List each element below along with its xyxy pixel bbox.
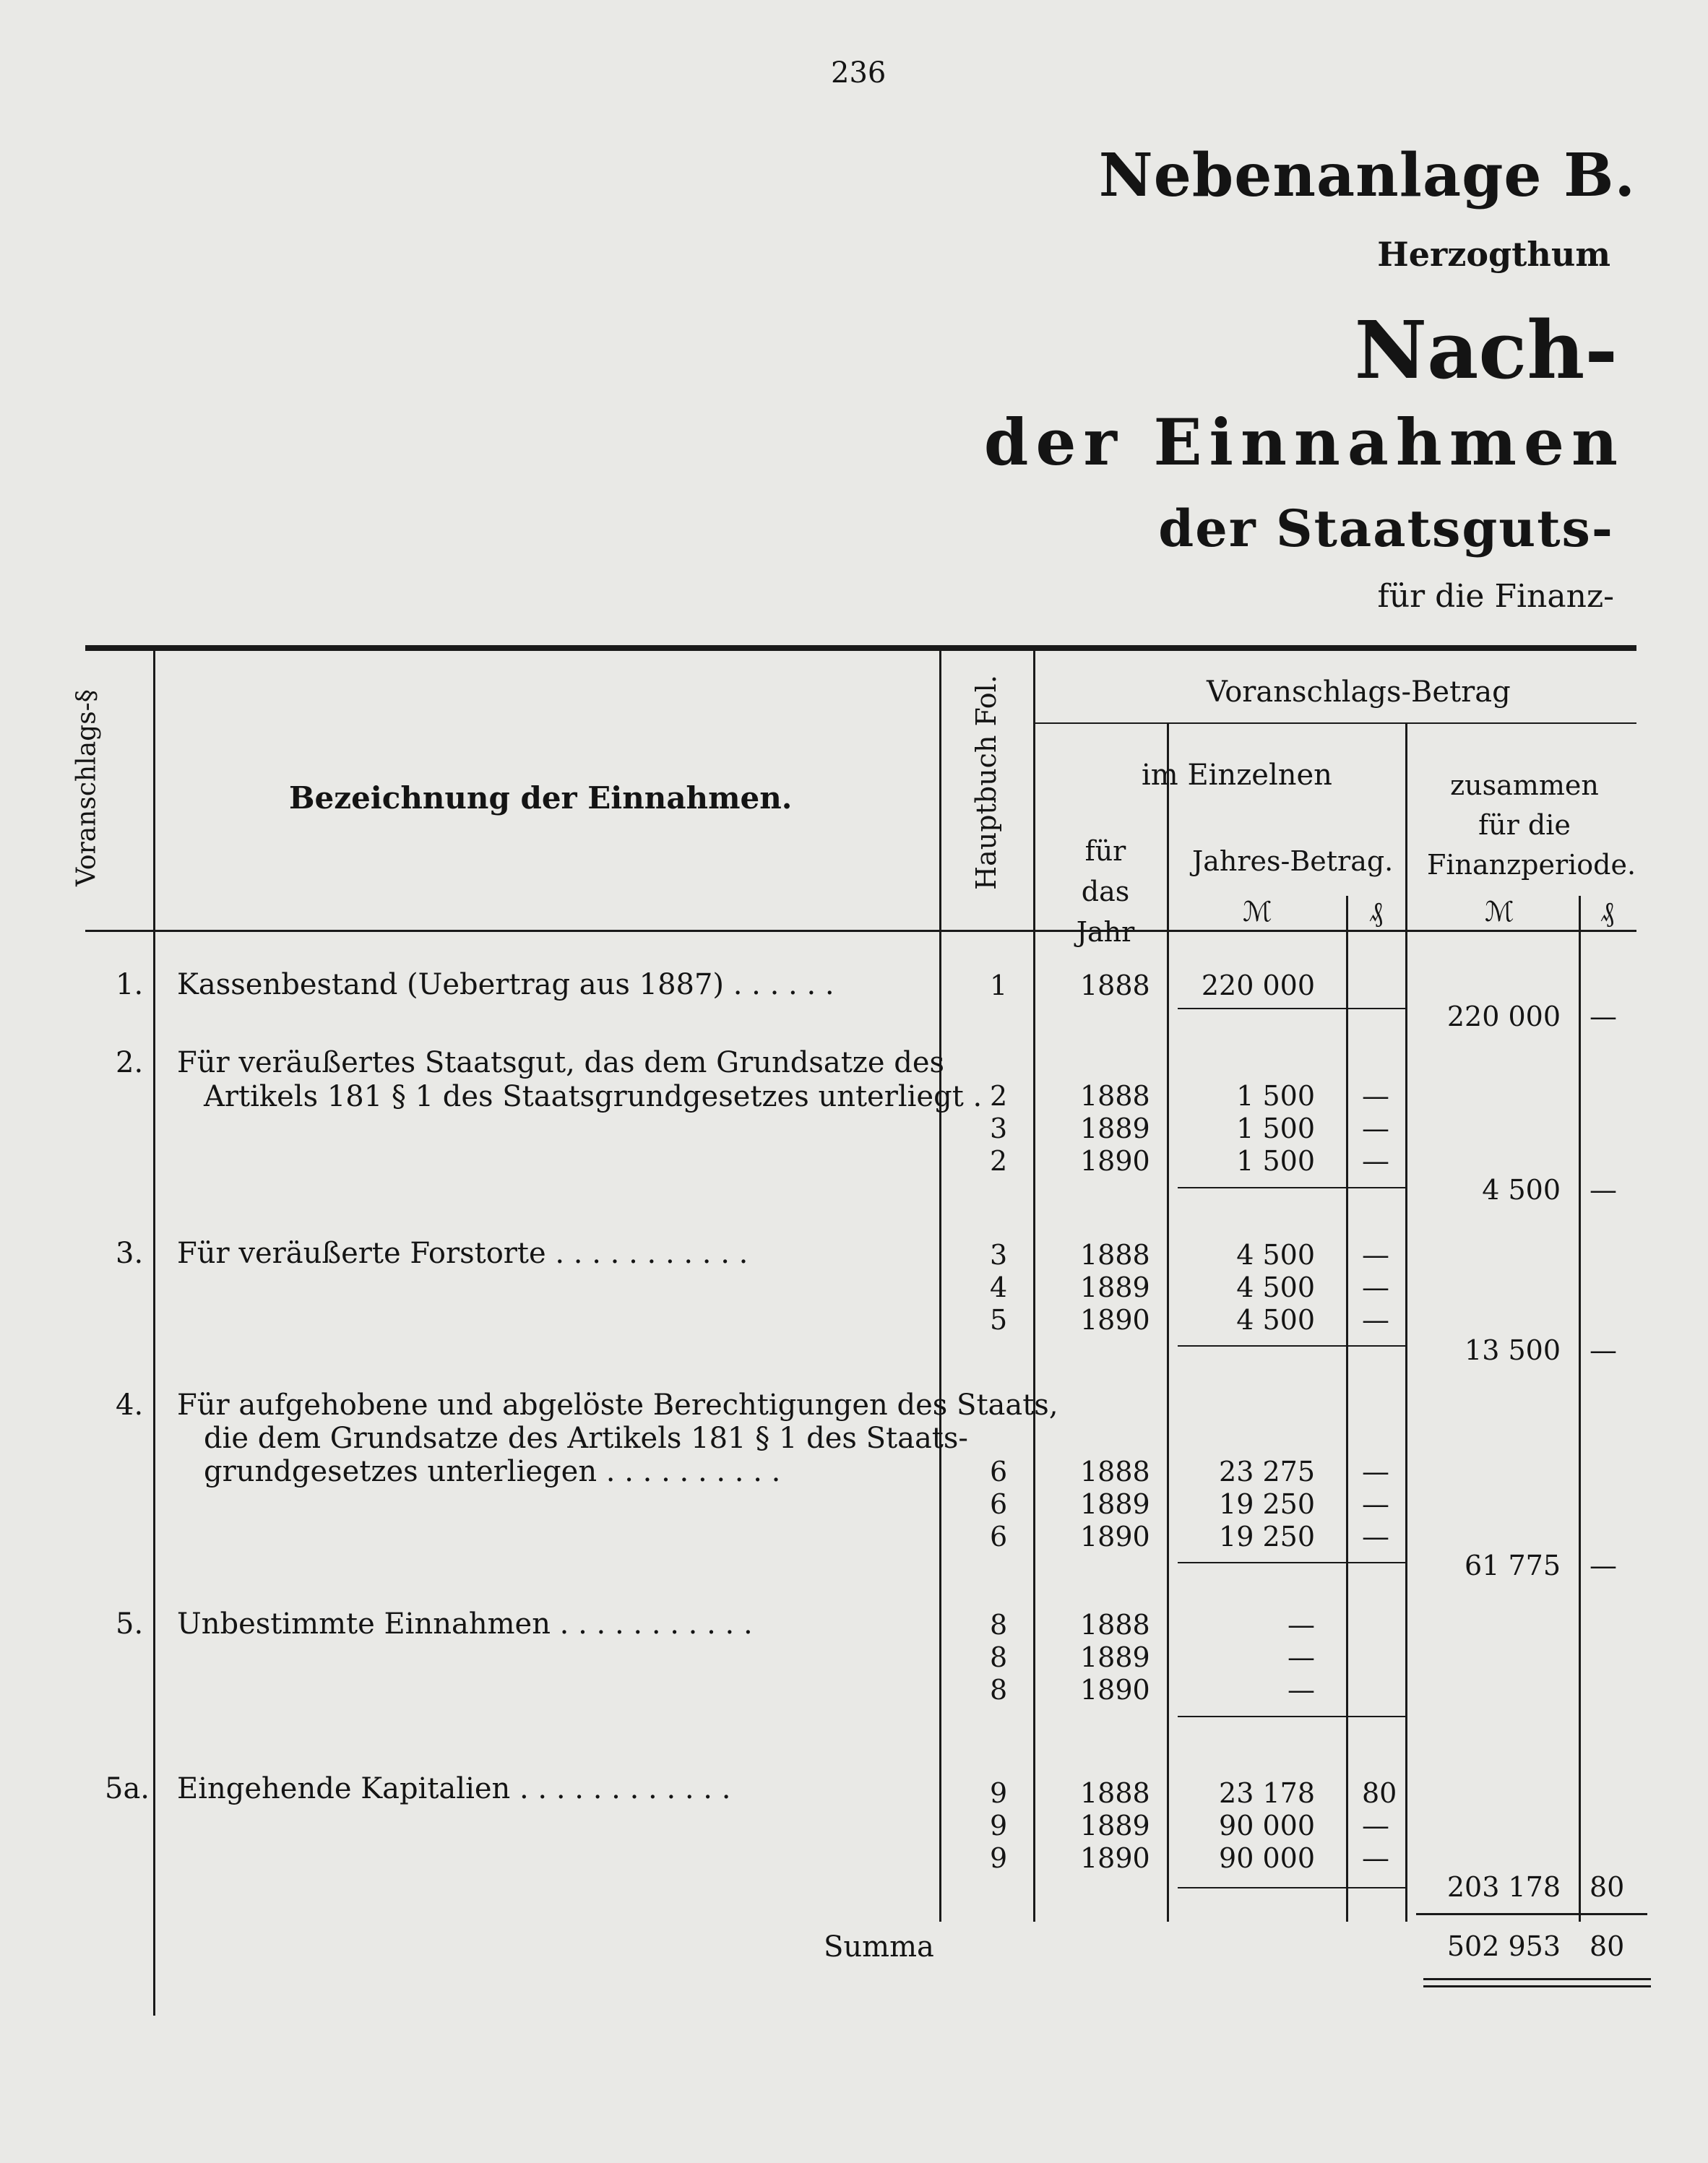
summa-double-rule-2	[1423, 1985, 1651, 1987]
appendix-title: Nebenanlage B.	[1098, 141, 1636, 210]
year: 1889	[1080, 1641, 1150, 1673]
col-header-voranschlag-betrag: Voranschlags-Betrag	[1207, 675, 1511, 709]
hauptbuch-fol: 9	[990, 1777, 1008, 1809]
year: 1890	[1080, 1842, 1150, 1874]
annual-amount-pf: —	[1362, 1842, 1389, 1874]
period-total: 220 000	[1446, 1001, 1561, 1032]
col-line-6	[1405, 722, 1407, 1922]
hauptbuch-fol: 6	[990, 1521, 1008, 1553]
year: 1890	[1080, 1304, 1150, 1336]
col-header-hauptbuch: Hauptbuch Fol.	[970, 675, 1002, 890]
annual-amount: —	[1288, 1674, 1315, 1706]
subtotal-rule	[1178, 1562, 1405, 1563]
annual-amount-pf: —	[1362, 1456, 1389, 1488]
col-header-im-einzelnen: im Einzelnen	[1142, 759, 1332, 792]
annual-amount: 4 500	[1236, 1272, 1315, 1303]
annual-amount-pf: —	[1362, 1239, 1389, 1271]
item-description: Kassenbestand (Uebertrag aus 1887) . . . . . .	[177, 968, 834, 1001]
annual-amount: 19 250	[1219, 1488, 1315, 1520]
annual-amount: 4 500	[1236, 1304, 1315, 1336]
subtitle-herzogthum: Herzogthum	[1377, 235, 1610, 274]
hauptbuch-fol: 2	[990, 1145, 1008, 1177]
year: 1889	[1080, 1488, 1150, 1520]
annual-amount: 23 178	[1219, 1777, 1315, 1809]
item-nr: 3.	[116, 1237, 144, 1270]
item-nr: 5.	[116, 1607, 144, 1641]
period-total-pf: —	[1590, 1550, 1617, 1581]
annual-amount: 19 250	[1219, 1521, 1315, 1553]
col-line-4	[1167, 722, 1169, 1922]
col-line-1	[153, 650, 155, 2016]
year: 1890	[1080, 1521, 1150, 1553]
item-nr: 5a.	[105, 1772, 150, 1805]
period-total-pf: —	[1590, 1001, 1617, 1032]
annual-amount-pf: —	[1362, 1304, 1389, 1336]
header-sub-rule	[1033, 722, 1636, 724]
item-nr: 2.	[116, 1046, 144, 1079]
year: 1888	[1080, 1777, 1150, 1809]
annual-amount-pf: —	[1362, 1810, 1389, 1842]
year: 1889	[1080, 1810, 1150, 1842]
hauptbuch-fol: 5	[990, 1304, 1008, 1336]
annual-amount: —	[1288, 1609, 1315, 1641]
subtotal-rule	[1178, 1345, 1405, 1347]
annual-amount-pf: —	[1362, 1113, 1389, 1144]
period-total: 4 500	[1482, 1174, 1561, 1206]
hauptbuch-fol: 8	[990, 1641, 1008, 1673]
unit-pf-1: ₰	[1369, 896, 1383, 928]
summa-total: 502 953	[1446, 1930, 1561, 1962]
item-description: die dem Grundsatze des Artikels 181 § 1 des Staats-	[204, 1422, 968, 1455]
subtotal-rule	[1178, 1887, 1405, 1888]
table-header-rule	[85, 930, 1636, 932]
page-number: 236	[831, 56, 887, 90]
item-description: Unbestimmte Einnahmen . . . . . . . . . . .	[177, 1607, 753, 1641]
annual-amount: 90 000	[1219, 1842, 1315, 1874]
summa-rule-top	[1416, 1913, 1647, 1915]
annual-amount: 4 500	[1236, 1239, 1315, 1271]
hauptbuch-fol: 6	[990, 1488, 1008, 1520]
subtotal-rule	[1178, 1187, 1405, 1188]
col-line-3	[1033, 650, 1035, 1922]
item-nr: 4.	[116, 1389, 144, 1422]
annual-amount: 1 500	[1236, 1113, 1315, 1144]
col-header-zusammen: zusammen für die Finanzperiode.	[1427, 769, 1636, 881]
col-line-7	[1579, 896, 1581, 1922]
hauptbuch-fol: 9	[990, 1810, 1008, 1842]
year: 1888	[1080, 1080, 1150, 1112]
hauptbuch-fol: 9	[990, 1842, 1008, 1874]
item-description: Für veräußertes Staatsgut, das dem Grundsatze des	[177, 1046, 945, 1079]
item-nr: 1.	[116, 968, 144, 1001]
annual-amount: 1 500	[1236, 1080, 1315, 1112]
year: 1888	[1080, 1609, 1150, 1641]
annual-amount: 1 500	[1236, 1145, 1315, 1177]
heading-staatsguts: der Staatsguts-	[1158, 498, 1614, 558]
summa-total-pf: 80	[1590, 1930, 1625, 1962]
hauptbuch-fol: 8	[990, 1674, 1008, 1706]
period-total: 203 178	[1446, 1871, 1561, 1903]
unit-mark-2: ℳ	[1485, 896, 1514, 928]
col-header-bezeichnung: Bezeichnung der Einnahmen.	[289, 780, 793, 816]
period-total: 13 500	[1465, 1334, 1561, 1366]
year: 1890	[1080, 1145, 1150, 1177]
table-top-rule	[85, 645, 1636, 651]
year: 1889	[1080, 1272, 1150, 1303]
col-header-jahr: für das Jahr	[1076, 835, 1135, 948]
col-line-5	[1346, 896, 1348, 1922]
hauptbuch-fol: 4	[990, 1272, 1008, 1303]
annual-amount-pf: —	[1362, 1521, 1389, 1553]
period-total-pf: —	[1590, 1334, 1617, 1366]
heading-der-einnahmen: der Einnahmen	[983, 405, 1625, 480]
summa-label: Summa	[824, 1930, 934, 1964]
annual-amount-pf: —	[1362, 1145, 1389, 1177]
hauptbuch-fol: 2	[990, 1080, 1008, 1112]
item-description: Für veräußerte Forstorte . . . . . . . . . . .	[177, 1237, 749, 1270]
annual-amount: 90 000	[1219, 1810, 1315, 1842]
col-line-2	[939, 650, 941, 1922]
annual-amount: 23 275	[1219, 1456, 1315, 1488]
annual-amount: 220 000	[1201, 970, 1315, 1001]
item-description: Artikels 181 § 1 des Staatsgrundgesetzes unterliegt .	[204, 1080, 983, 1113]
year: 1888	[1080, 970, 1150, 1001]
hauptbuch-fol: 1	[990, 970, 1008, 1001]
hauptbuch-fol: 8	[990, 1609, 1008, 1641]
hauptbuch-fol: 3	[990, 1113, 1008, 1144]
heading-nach: Nach-	[1354, 303, 1618, 397]
hauptbuch-fol: 6	[990, 1456, 1008, 1488]
unit-mark-1: ℳ	[1243, 896, 1272, 928]
col-header-voranschlag: Voranschlags-§	[72, 689, 102, 886]
annual-amount-pf: —	[1362, 1272, 1389, 1303]
item-description: Eingehende Kapitalien . . . . . . . . . . . .	[177, 1772, 731, 1805]
year: 1890	[1080, 1674, 1150, 1706]
year: 1888	[1080, 1456, 1150, 1488]
subtotal-rule	[1178, 1008, 1405, 1009]
period-total-pf: 80	[1590, 1871, 1625, 1903]
annual-amount-pf: —	[1362, 1488, 1389, 1520]
col-header-jahres-betrag: Jahres-Betrag.	[1192, 845, 1394, 877]
hauptbuch-fol: 3	[990, 1239, 1008, 1271]
subtotal-rule	[1178, 1716, 1405, 1717]
summa-double-rule-1	[1423, 1978, 1651, 1980]
annual-amount: —	[1288, 1641, 1315, 1673]
item-description: grundgesetzes unterliegen . . . . . . . . . .	[204, 1455, 781, 1488]
unit-pf-2: ₰	[1600, 896, 1614, 928]
year: 1888	[1080, 1239, 1150, 1271]
item-description: Für aufgehobene und abgelöste Berechtigungen des Staats,	[177, 1389, 1058, 1422]
heading-finanz: für die Finanz-	[1377, 578, 1614, 615]
period-total-pf: —	[1590, 1174, 1617, 1206]
period-total: 61 775	[1465, 1550, 1561, 1581]
year: 1889	[1080, 1113, 1150, 1144]
annual-amount-pf: —	[1362, 1080, 1389, 1112]
annual-amount-pf: 80	[1362, 1777, 1397, 1809]
